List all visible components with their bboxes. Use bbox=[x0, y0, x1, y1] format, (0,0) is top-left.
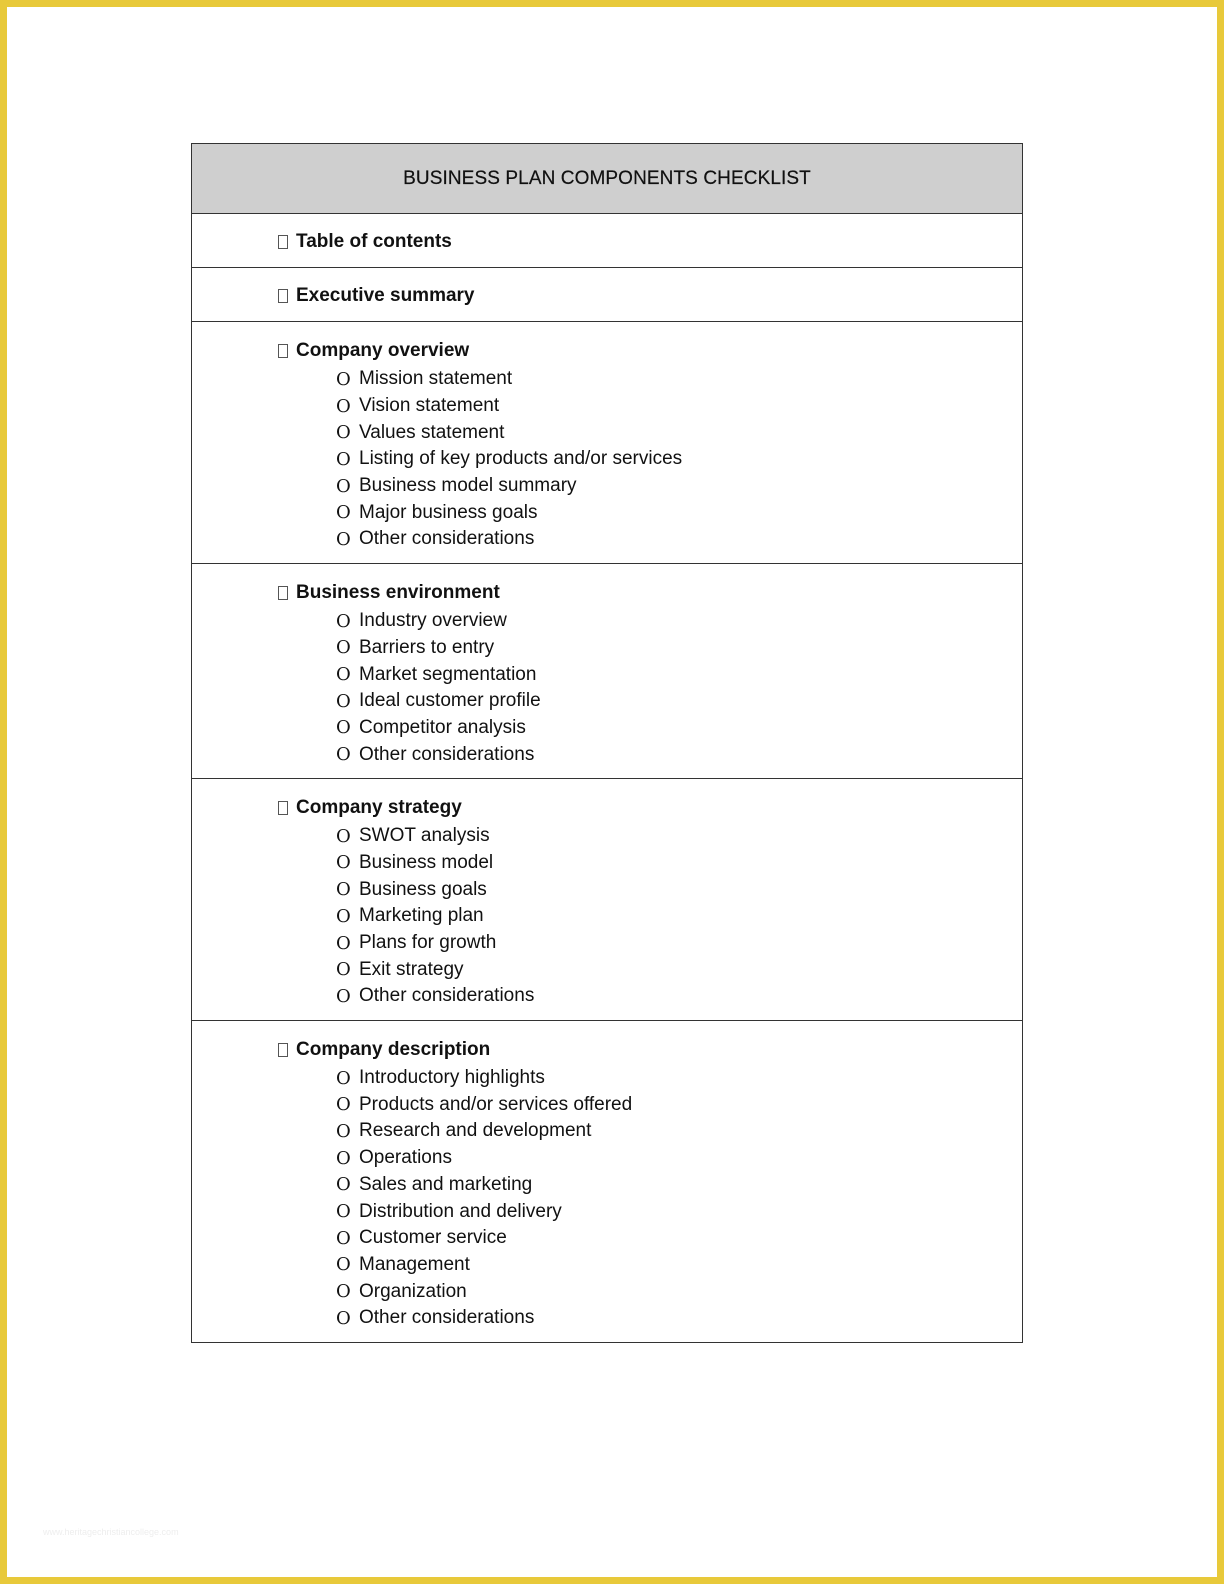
section-heading bbox=[278, 285, 1022, 307]
circle-bullet-icon[interactable]: O bbox=[336, 879, 351, 901]
list-item-label: Customer service bbox=[359, 1227, 507, 1249]
list-item bbox=[336, 1225, 1022, 1252]
circle-bullet-icon[interactable]: O bbox=[336, 448, 351, 470]
circle-bullet-icon[interactable]: O bbox=[336, 744, 351, 766]
list-item-label: Other considerations bbox=[359, 743, 535, 765]
circle-bullet-icon[interactable]: O bbox=[336, 610, 351, 632]
checklist-sections bbox=[192, 214, 1022, 1342]
list-item-label: Organization bbox=[359, 1280, 467, 1302]
list-item bbox=[336, 1145, 1022, 1172]
list-item-label: Business model summary bbox=[359, 475, 577, 497]
list-item-label: Plans for growth bbox=[359, 932, 497, 954]
checkbox-icon[interactable] bbox=[278, 801, 288, 815]
checklist-section bbox=[192, 1021, 1022, 1342]
section-title: Executive summary bbox=[296, 285, 475, 306]
circle-bullet-icon[interactable]: O bbox=[336, 690, 351, 712]
list-item bbox=[336, 930, 1022, 957]
sub-item-list bbox=[278, 823, 1022, 1010]
checklist-header bbox=[192, 144, 1022, 214]
circle-bullet-icon[interactable]: O bbox=[336, 368, 351, 390]
circle-bullet-icon[interactable]: O bbox=[336, 905, 351, 927]
circle-bullet-icon[interactable]: O bbox=[336, 475, 351, 497]
list-item-label: Other considerations bbox=[359, 985, 535, 1007]
list-item bbox=[336, 635, 1022, 662]
section-title: Company strategy bbox=[296, 796, 462, 818]
circle-bullet-icon[interactable]: O bbox=[336, 1254, 351, 1276]
checklist-section bbox=[192, 268, 1022, 322]
list-item bbox=[336, 446, 1022, 473]
list-item-label: Business goals bbox=[359, 878, 487, 900]
watermark: www.heritagechristiancollege.com bbox=[43, 1527, 179, 1537]
list-item-label: SWOT analysis bbox=[359, 825, 490, 847]
list-item bbox=[336, 956, 1022, 983]
list-item-label: Ideal customer profile bbox=[359, 690, 541, 712]
list-item-label: Business model bbox=[359, 851, 494, 873]
list-item bbox=[336, 876, 1022, 903]
checkbox-icon[interactable] bbox=[278, 1043, 288, 1057]
list-item-label: Exit strategy bbox=[359, 958, 464, 980]
circle-bullet-icon[interactable]: O bbox=[336, 1227, 351, 1249]
section-title: Business environment bbox=[296, 581, 500, 603]
section-heading bbox=[278, 340, 1022, 362]
list-item-label: Other considerations bbox=[359, 1307, 535, 1329]
checkbox-icon[interactable] bbox=[278, 289, 288, 303]
list-item bbox=[336, 850, 1022, 877]
list-item-label: Other considerations bbox=[359, 528, 535, 550]
circle-bullet-icon[interactable]: O bbox=[336, 1281, 351, 1303]
list-item bbox=[336, 661, 1022, 688]
list-item bbox=[336, 393, 1022, 420]
circle-bullet-icon[interactable]: O bbox=[336, 1094, 351, 1116]
list-item-label: Listing of key products and/or services bbox=[359, 448, 683, 470]
sub-item-list bbox=[278, 1065, 1022, 1332]
list-item bbox=[336, 741, 1022, 768]
circle-bullet-icon[interactable]: O bbox=[336, 717, 351, 739]
section-title: Company overview bbox=[296, 340, 470, 361]
checklist-section bbox=[192, 564, 1022, 779]
checklist-section bbox=[192, 779, 1022, 1021]
list-item bbox=[336, 823, 1022, 850]
section-heading bbox=[278, 797, 1022, 819]
list-item bbox=[336, 1252, 1022, 1279]
circle-bullet-icon[interactable]: O bbox=[336, 1307, 351, 1329]
circle-bullet-icon[interactable]: O bbox=[336, 1147, 351, 1169]
list-item-label: Introductory highlights bbox=[359, 1067, 545, 1089]
list-item-label: Products and/or services offered bbox=[359, 1093, 633, 1115]
circle-bullet-icon[interactable]: O bbox=[336, 1067, 351, 1089]
list-item bbox=[336, 1091, 1022, 1118]
circle-bullet-icon[interactable]: O bbox=[336, 395, 351, 417]
list-item bbox=[336, 419, 1022, 446]
circle-bullet-icon[interactable]: O bbox=[336, 664, 351, 686]
circle-bullet-icon[interactable]: O bbox=[336, 1120, 351, 1142]
sub-item-list bbox=[278, 608, 1022, 768]
list-item bbox=[336, 1065, 1022, 1092]
list-item-label: Barriers to entry bbox=[359, 636, 495, 658]
checkbox-icon[interactable] bbox=[278, 586, 288, 600]
checkbox-icon[interactable] bbox=[278, 344, 288, 358]
list-item-label: Vision statement bbox=[359, 395, 500, 417]
list-item bbox=[336, 1305, 1022, 1332]
list-item bbox=[336, 608, 1022, 635]
list-item bbox=[336, 1172, 1022, 1199]
circle-bullet-icon[interactable]: O bbox=[336, 985, 351, 1007]
list-item-label: Management bbox=[359, 1253, 470, 1275]
checklist-section bbox=[192, 214, 1022, 268]
list-item bbox=[336, 715, 1022, 742]
list-item-label: Industry overview bbox=[359, 610, 507, 632]
list-item-label: Market segmentation bbox=[359, 663, 537, 685]
page-title: BUSINESS PLAN COMPONENTS CHECKLIST bbox=[403, 167, 811, 189]
circle-bullet-icon[interactable]: O bbox=[336, 932, 351, 954]
list-item-label: Marketing plan bbox=[359, 905, 484, 927]
section-heading bbox=[278, 1039, 1022, 1061]
circle-bullet-icon[interactable]: O bbox=[336, 528, 351, 550]
list-item bbox=[336, 1118, 1022, 1145]
sub-item-list bbox=[278, 366, 1022, 553]
list-item bbox=[336, 688, 1022, 715]
list-item bbox=[336, 473, 1022, 500]
list-item bbox=[336, 526, 1022, 553]
circle-bullet-icon[interactable]: O bbox=[336, 1174, 351, 1196]
section-title: Table of contents bbox=[296, 231, 452, 252]
page bbox=[7, 7, 1217, 1577]
list-item bbox=[336, 983, 1022, 1010]
checklist-table bbox=[191, 143, 1023, 1343]
circle-bullet-icon[interactable]: O bbox=[336, 852, 351, 874]
list-item-label: Values statement bbox=[359, 421, 505, 443]
list-item bbox=[336, 366, 1022, 393]
list-item-label: Distribution and delivery bbox=[359, 1200, 562, 1222]
section-heading bbox=[278, 231, 1022, 253]
section-heading bbox=[278, 582, 1022, 604]
circle-bullet-icon[interactable]: O bbox=[336, 1201, 351, 1223]
list-item-label: Mission statement bbox=[359, 368, 513, 390]
circle-bullet-icon[interactable]: O bbox=[336, 637, 351, 659]
checklist-section bbox=[192, 322, 1022, 564]
list-item bbox=[336, 499, 1022, 526]
circle-bullet-icon[interactable]: O bbox=[336, 959, 351, 981]
section-title: Company description bbox=[296, 1038, 491, 1060]
list-item-label: Research and development bbox=[359, 1120, 592, 1142]
list-item-label: Major business goals bbox=[359, 501, 538, 523]
list-item bbox=[336, 1198, 1022, 1225]
circle-bullet-icon[interactable]: O bbox=[336, 422, 351, 444]
list-item-label: Sales and marketing bbox=[359, 1173, 533, 1195]
list-item bbox=[336, 1278, 1022, 1305]
list-item-label: Competitor analysis bbox=[359, 716, 526, 738]
list-item-label: Operations bbox=[359, 1147, 452, 1169]
circle-bullet-icon[interactable]: O bbox=[336, 502, 351, 524]
circle-bullet-icon[interactable]: O bbox=[336, 825, 351, 847]
list-item bbox=[336, 903, 1022, 930]
checkbox-icon[interactable] bbox=[278, 235, 288, 249]
